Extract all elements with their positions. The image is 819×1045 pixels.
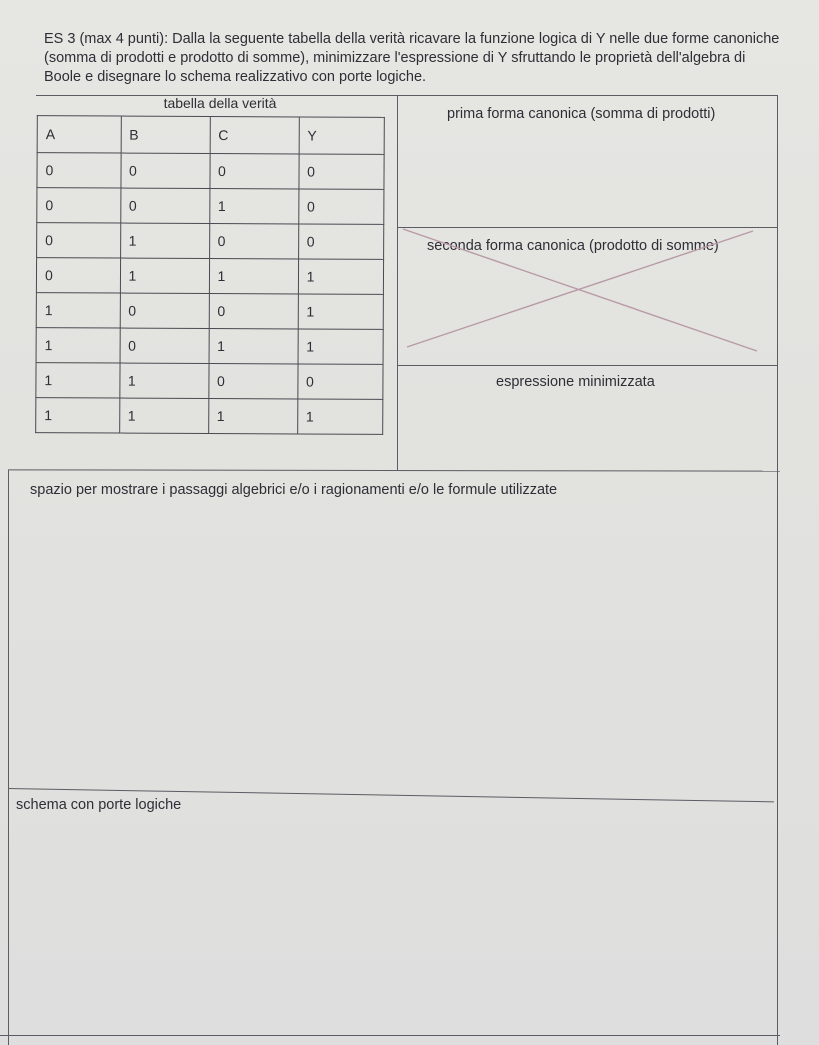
steps-label: spazio per mostrare i passaggi algebrici e/o i ragionamenti e/o le formule utilizzate: [30, 482, 558, 498]
cell: 0: [120, 328, 209, 363]
cell: 1: [36, 398, 120, 433]
cell: 1: [298, 294, 384, 329]
cell: 1: [36, 293, 120, 328]
cell: 1: [119, 398, 208, 433]
table-row: [36, 328, 383, 365]
cell: 0: [120, 188, 209, 223]
first-canonical-label: prima forma canonica (somma di prodotti): [447, 106, 716, 122]
cell: 0: [37, 223, 121, 258]
cell: 0: [37, 153, 121, 188]
header-cell-a: A: [37, 116, 121, 153]
cell: 1: [119, 363, 208, 398]
exercise-text: ES 3 (max 4 punti): Dalla la seguente tabella della verità ricavare la funzione logica di Y nelle due forme canoniche (somma di prodotti e prodotto di somme), minimizzare l'espressione di Y sfruttando le proprietà dell'algebra di Boole e disegnare lo schema realizzativo con porte logiche.: [44, 31, 780, 85]
table-row: [37, 188, 384, 225]
cell: 0: [37, 188, 121, 223]
cell: 1: [120, 258, 209, 293]
cell: 0: [298, 224, 384, 259]
page-bottom-line: [0, 1035, 780, 1036]
header-cell-c: C: [210, 116, 299, 153]
cell: 0: [120, 293, 209, 328]
cell: 0: [209, 223, 298, 258]
cell: 1: [209, 258, 298, 293]
cell: 0: [297, 364, 383, 399]
cell: 1: [36, 328, 120, 363]
second-canonical-label: seconda forma canonica (prodotto di somme): [427, 238, 719, 254]
cell: 1: [120, 223, 209, 258]
header-cell-b: B: [121, 116, 210, 153]
cell: 0: [208, 363, 297, 398]
cell: 1: [297, 399, 383, 434]
gates-label: schema con porte logiche: [16, 797, 182, 813]
cell: 1: [298, 259, 384, 294]
left-border-lower: [8, 470, 9, 1045]
header-cell-y: Y: [299, 117, 385, 154]
crossed-out-mark: [395, 225, 765, 355]
cell: 0: [36, 258, 120, 293]
cell: 0: [298, 189, 384, 224]
table-row: [37, 223, 384, 260]
table-row: [36, 363, 383, 400]
right-border: [777, 95, 778, 1045]
truth-table-caption: tabella della verità: [163, 95, 277, 111]
table-row: [36, 293, 383, 330]
minimized-label: espressione minimizzata: [496, 374, 655, 390]
cell: 1: [208, 398, 297, 433]
cell: 0: [299, 154, 385, 189]
cell: 1: [209, 328, 298, 363]
table-row: [36, 398, 383, 435]
cell: 0: [209, 153, 298, 188]
truth-table-header-row: [37, 116, 384, 155]
cell: 1: [36, 363, 120, 398]
cell: 1: [298, 329, 384, 364]
cell: 0: [120, 153, 209, 188]
table-row: [37, 153, 384, 190]
table-row: [36, 258, 383, 295]
table-section-bottom-line: [8, 469, 780, 472]
cell: 0: [209, 293, 298, 328]
cell: 1: [209, 188, 298, 223]
truth-table: [35, 115, 385, 435]
right-panel-divider-2: [398, 365, 778, 366]
